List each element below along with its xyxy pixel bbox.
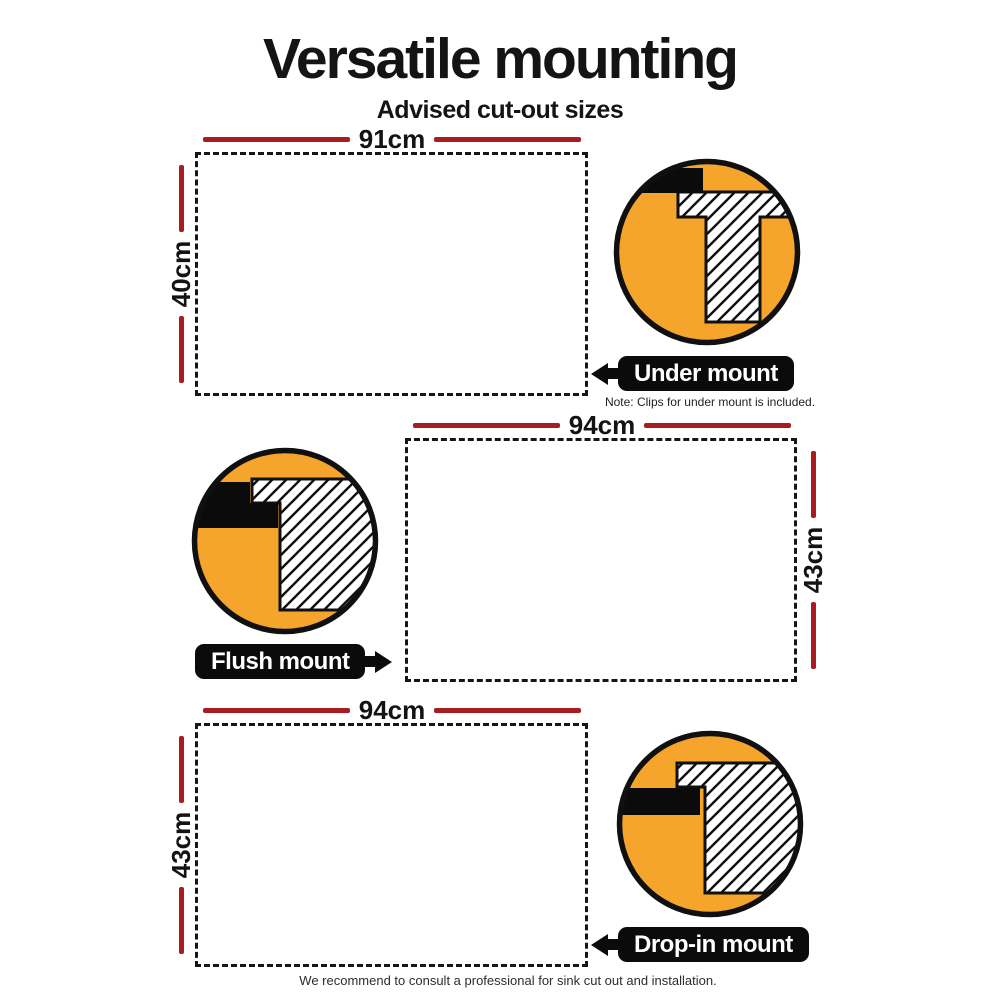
dimension-line — [203, 137, 350, 142]
dimension-line — [179, 736, 184, 803]
dimension-line — [811, 451, 816, 518]
drop-in-mount-label-row — [591, 927, 809, 962]
arrow-right-icon — [375, 651, 392, 673]
dimension-line — [179, 316, 184, 383]
width-dimension-dropin — [203, 696, 581, 724]
width-dimension-under — [203, 125, 581, 153]
arrow-stem — [365, 656, 375, 667]
width-dimension-label-dropin: 94cm — [358, 694, 426, 725]
drop-in-mount-cross-section-icon — [610, 724, 810, 924]
sink-rim-shape — [619, 788, 700, 815]
width-dimension-flush — [413, 411, 791, 439]
dimension-line — [203, 708, 350, 713]
width-dimension-label-under: 91cm — [358, 123, 426, 154]
arrow-stem — [608, 368, 618, 379]
under-mount-cross-section-icon — [607, 152, 807, 352]
under-mount-note: Note: Clips for under mount is included. — [604, 395, 816, 409]
cutout-rect-flush-mount — [405, 438, 797, 682]
dimension-line — [413, 423, 560, 428]
dimension-line — [179, 887, 184, 954]
dimension-line — [811, 602, 816, 669]
height-dimension-label-flush: 43cm — [797, 526, 828, 594]
drop-in-mount-label: Drop-in mount — [618, 927, 809, 962]
height-dimension-dropin — [167, 736, 195, 954]
width-dimension-label-flush: 94cm — [568, 409, 636, 440]
flush-mount-label: Flush mount — [195, 644, 365, 679]
dimension-line — [434, 708, 581, 713]
height-dimension-label-dropin: 43cm — [165, 811, 196, 879]
arrow-left-icon — [591, 934, 608, 956]
footer-note: We recommend to consult a professional for sink cut out and installation. — [299, 973, 717, 988]
height-dimension-label-under: 40cm — [165, 240, 196, 308]
arrow-stem — [608, 939, 618, 950]
dimension-line — [644, 423, 791, 428]
height-dimension-under — [167, 165, 195, 383]
under-mount-label-row — [591, 356, 794, 391]
cutout-rect-drop-in-mount — [195, 723, 588, 967]
flush-mount-label-row — [195, 644, 392, 679]
height-dimension-flush — [799, 451, 827, 669]
arrow-left-icon — [591, 363, 608, 385]
page-subtitle: Advised cut-out sizes — [376, 96, 624, 124]
under-mount-label: Under mount — [618, 356, 794, 391]
dimension-line — [434, 137, 581, 142]
dimension-line — [179, 165, 184, 232]
flush-mount-cross-section-icon — [185, 441, 385, 641]
page-title: Versatile mounting — [263, 27, 737, 91]
cutout-rect-under-mount — [195, 152, 588, 396]
